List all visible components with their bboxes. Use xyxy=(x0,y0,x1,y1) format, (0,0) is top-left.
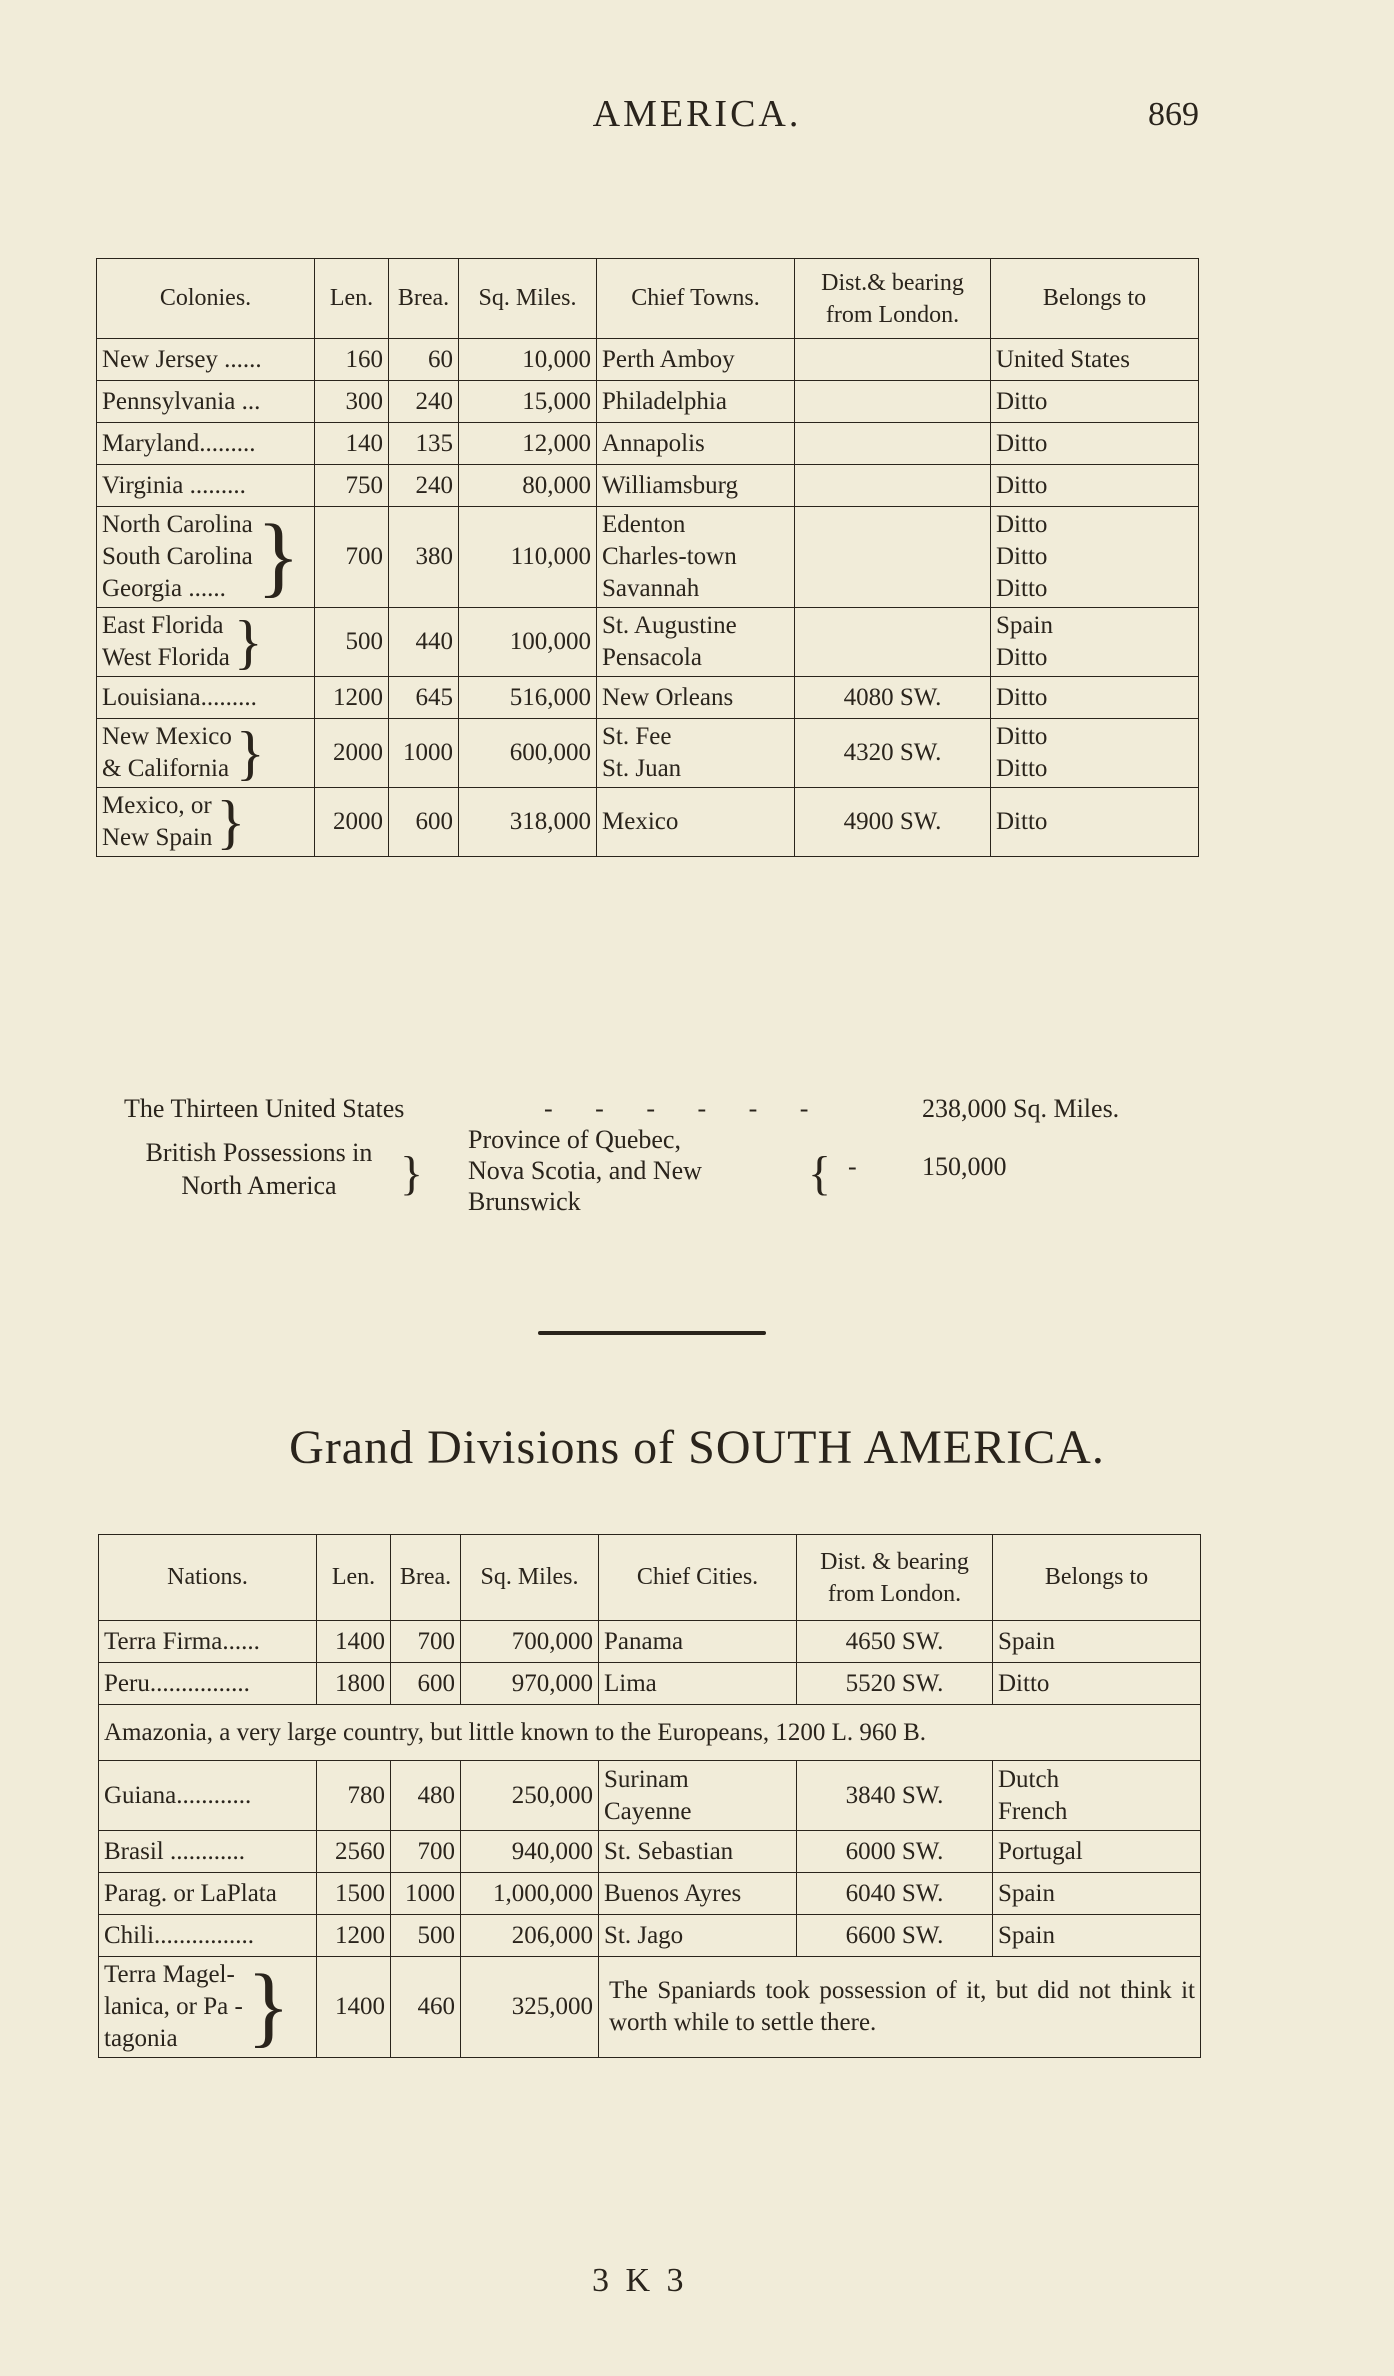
cell-name xyxy=(97,788,315,857)
cell-brea: 600 xyxy=(389,788,459,857)
cell-len: 500 xyxy=(315,608,389,677)
cell-name-line: Pennsylvania ... xyxy=(102,387,261,415)
cell-name-line: Louisiana......... xyxy=(102,683,257,711)
col-header-belongs-to: Belongs to xyxy=(993,1535,1201,1621)
cell-sq-miles: 600,000 xyxy=(459,719,597,788)
summary-detail-line3: Brunswick xyxy=(468,1187,581,1216)
col-header-brea: Brea. xyxy=(391,1535,461,1621)
cell-chief-towns xyxy=(597,339,795,381)
cell-sq-miles: 325,000 xyxy=(461,1957,599,2058)
cell-belongs-to-line: Portugal xyxy=(998,1837,1083,1865)
cell-chief-towns xyxy=(597,608,795,677)
cell-belongs-to-line: Spain xyxy=(998,1627,1055,1655)
summary-british-value: 150,000 xyxy=(922,1152,1007,1181)
col-header-colonies: Colonies. xyxy=(97,259,315,339)
cell-name-line: tagonia xyxy=(104,2025,178,2052)
cell-name-line: New Jersey ...... xyxy=(102,345,262,373)
cell-chief-towns xyxy=(597,423,795,465)
cell-name-line: Guiana............ xyxy=(104,1781,252,1809)
col-header-sq-miles: Sq. Miles. xyxy=(461,1535,599,1621)
table-row xyxy=(97,381,1199,423)
cell-brea: 480 xyxy=(391,1761,461,1831)
cell-chief-towns-line: Cayenne xyxy=(604,1797,692,1825)
cell-belongs-to-line: Dutch xyxy=(998,1765,1060,1793)
table-row xyxy=(97,465,1199,507)
cell-len: 2000 xyxy=(315,719,389,788)
table-row-patagonia xyxy=(99,1957,1201,2058)
cell-name-line: Virginia ......... xyxy=(102,471,246,499)
cell-len: 140 xyxy=(315,423,389,465)
col-header-len: Len. xyxy=(317,1535,391,1621)
cell-brea: 440 xyxy=(389,608,459,677)
brace-mark: } xyxy=(256,507,300,606)
cell-chief-towns xyxy=(597,507,795,608)
section-title-south-america: Grand Divisions of SOUTH AMERICA. xyxy=(289,1421,1105,1474)
cell-belongs-to-line: Ditto xyxy=(996,543,1048,570)
cell-sq-miles: 700,000 xyxy=(461,1621,599,1663)
cell-belongs-to-line: Spain xyxy=(998,1879,1055,1907)
cell-belongs-to xyxy=(991,719,1199,788)
page-number: 869 xyxy=(1148,96,1199,133)
col-header-chief-cities: Chief Cities. xyxy=(599,1535,797,1621)
cell-belongs-to-line: Spain xyxy=(998,1921,1055,1949)
cell-dist-bearing: 3840 SW. xyxy=(797,1761,993,1831)
cell-name-line: North Carolina xyxy=(102,511,253,538)
cell-sq-miles: 100,000 xyxy=(459,608,597,677)
cell-name xyxy=(97,608,315,677)
cell-belongs-to xyxy=(991,465,1199,507)
cell-brea: 240 xyxy=(389,381,459,423)
summary-british-label xyxy=(124,1136,394,1202)
cell-dist-bearing: 4320 SW. xyxy=(795,719,991,788)
cell-brea: 240 xyxy=(389,465,459,507)
page-header-title: AMERICA. xyxy=(592,93,802,135)
cell-len: 1800 xyxy=(317,1663,391,1705)
cell-belongs-to xyxy=(993,1663,1201,1705)
table-row xyxy=(99,1915,1201,1957)
table-row xyxy=(99,1761,1201,1831)
cell-chief-towns-line: Panama xyxy=(604,1627,684,1655)
cell-name xyxy=(97,507,315,608)
cell-chief-towns-line: Lima xyxy=(604,1669,657,1697)
cell-name-line: Terra Magel- xyxy=(104,1961,235,1988)
cell-dist-bearing: 6600 SW. xyxy=(797,1915,993,1957)
cell-name xyxy=(99,1761,317,1831)
cell-belongs-to xyxy=(993,1761,1201,1831)
cell-brea: 380 xyxy=(389,507,459,608)
cell-chief-towns xyxy=(597,381,795,423)
cell-belongs-to xyxy=(991,788,1199,857)
col-header-chief-towns: Chief Towns. xyxy=(597,259,795,339)
cell-belongs-to-line: Ditto xyxy=(996,387,1048,415)
cell-dist-bearing: 4900 SW. xyxy=(795,788,991,857)
col-header-belongs-to: Belongs to xyxy=(991,259,1199,339)
col-header-nations: Nations. xyxy=(99,1535,317,1621)
cell-dist-bearing: 6000 SW. xyxy=(797,1831,993,1873)
cell-name-line: Peru................ xyxy=(104,1669,250,1697)
cell-sq-miles: 110,000 xyxy=(459,507,597,608)
cell-chief-towns-line: Williamsburg xyxy=(602,471,739,499)
patagonia-note: The Spaniards took possession of it, but did not think it worth while to settle there. xyxy=(599,1957,1201,2058)
south-table-header-row xyxy=(99,1535,1201,1621)
summary-detail-line2: Nova Scotia, and New xyxy=(468,1156,702,1185)
summary-detail-line1: Province of Quebec, xyxy=(468,1125,681,1154)
col-header-dist-bearing: Dist. & bearing from London. xyxy=(797,1535,993,1621)
cell-belongs-to-line: Ditto xyxy=(996,575,1048,602)
table-row xyxy=(97,788,1199,857)
cell-brea: 460 xyxy=(391,1957,461,2058)
cell-name-line: Terra Firma...... xyxy=(104,1627,260,1655)
cell-dist-bearing xyxy=(795,608,991,677)
cell-sq-miles: 15,000 xyxy=(459,381,597,423)
cell-chief-towns-line: St. Jago xyxy=(604,1921,684,1949)
cell-sq-miles: 970,000 xyxy=(461,1663,599,1705)
cell-sq-miles: 10,000 xyxy=(459,339,597,381)
cell-len: 2000 xyxy=(315,788,389,857)
cell-name-line: Parag. or LaPlata xyxy=(104,1879,277,1907)
cell-sq-miles: 1,000,000 xyxy=(461,1873,599,1915)
table-row xyxy=(99,1831,1201,1873)
cell-name xyxy=(99,1957,317,2058)
summary-british-detail xyxy=(468,1124,702,1217)
cell-belongs-to-line: Ditto xyxy=(996,429,1048,457)
col-header-sq-miles: Sq. Miles. xyxy=(459,259,597,339)
cell-chief-towns-line: Philadelphia xyxy=(602,387,727,415)
amazonia-note-row xyxy=(99,1705,1201,1761)
table-row xyxy=(97,339,1199,381)
cell-chief-towns-line: St. Fee xyxy=(602,723,672,750)
table-row xyxy=(99,1621,1201,1663)
brace-mark: } xyxy=(216,789,246,855)
summary-right-brace: { xyxy=(808,1147,832,1200)
brace-mark: } xyxy=(246,1957,291,2056)
cell-brea: 60 xyxy=(389,339,459,381)
cell-len: 1200 xyxy=(315,677,389,719)
cell-dist-bearing: 6040 SW. xyxy=(797,1873,993,1915)
cell-name-line: & California xyxy=(102,755,230,782)
cell-belongs-to-line: French xyxy=(998,1797,1068,1825)
summary-line-british xyxy=(124,1125,1244,1240)
cell-chief-towns xyxy=(599,1621,797,1663)
cell-brea: 500 xyxy=(391,1915,461,1957)
cell-name xyxy=(97,381,315,423)
summary-united-states-value: 238,000 Sq. Miles. xyxy=(922,1094,1120,1123)
cell-belongs-to-line: Ditto xyxy=(996,723,1048,750)
cell-dist-bearing xyxy=(795,507,991,608)
summary-united-states-label: The Thirteen United States xyxy=(124,1094,405,1123)
cell-dist-bearing xyxy=(795,465,991,507)
cell-belongs-to-line: Spain xyxy=(996,612,1053,639)
brace-mark: } xyxy=(235,720,265,786)
cell-sq-miles: 206,000 xyxy=(461,1915,599,1957)
amazonia-note: Amazonia, a very large country, but little known to the Europeans, 1200 L. 960 B. xyxy=(99,1705,1201,1761)
col-header-dist-bearing: Dist.& bearing from London. xyxy=(795,259,991,339)
cell-chief-towns xyxy=(597,719,795,788)
table-row xyxy=(97,719,1199,788)
cell-chief-towns-line: Buenos Ayres xyxy=(604,1879,742,1907)
cell-brea: 135 xyxy=(389,423,459,465)
cell-name xyxy=(99,1831,317,1873)
col-header-len: Len. xyxy=(315,259,389,339)
cell-name xyxy=(97,423,315,465)
signature-mark: 3 K 3 xyxy=(592,2262,688,2299)
cell-len: 1400 xyxy=(317,1621,391,1663)
summary-block xyxy=(124,1092,1244,1240)
summary-british-label-line1: British Possessions in xyxy=(145,1138,373,1167)
table-row xyxy=(97,608,1199,677)
cell-belongs-to-line: Ditto xyxy=(996,808,1048,835)
cell-belongs-to xyxy=(993,1873,1201,1915)
cell-dist-bearing xyxy=(795,339,991,381)
cell-belongs-to-line: United States xyxy=(996,345,1131,373)
cell-chief-towns xyxy=(599,1761,797,1831)
north-america-colonies-table xyxy=(96,258,1199,857)
summary-line-united-states xyxy=(124,1092,1244,1128)
cell-brea: 700 xyxy=(391,1621,461,1663)
cell-brea: 600 xyxy=(391,1663,461,1705)
cell-belongs-to xyxy=(993,1915,1201,1957)
cell-len: 2560 xyxy=(317,1831,391,1873)
cell-name xyxy=(99,1873,317,1915)
cell-brea: 645 xyxy=(389,677,459,719)
cell-belongs-to xyxy=(993,1621,1201,1663)
cell-name xyxy=(97,339,315,381)
cell-belongs-to-line: Ditto xyxy=(996,511,1048,538)
cell-belongs-to xyxy=(991,677,1199,719)
cell-sq-miles: 318,000 xyxy=(459,788,597,857)
cell-chief-towns xyxy=(597,788,795,857)
cell-sq-miles: 250,000 xyxy=(461,1761,599,1831)
cell-len: 750 xyxy=(315,465,389,507)
cell-brea: 1000 xyxy=(389,719,459,788)
cell-name xyxy=(97,465,315,507)
table-row xyxy=(97,507,1199,608)
cell-chief-towns-line: St. Sebastian xyxy=(604,1837,734,1865)
summary-left-brace: } xyxy=(400,1147,424,1200)
cell-dist-bearing xyxy=(795,423,991,465)
south-america-nations-table xyxy=(98,1534,1201,2058)
cell-dist-bearing xyxy=(795,381,991,423)
cell-len: 780 xyxy=(317,1761,391,1831)
cell-chief-towns-line: Savannah xyxy=(602,575,700,602)
cell-name-line: East Florida xyxy=(102,612,224,639)
cell-sq-miles: 12,000 xyxy=(459,423,597,465)
cell-brea: 700 xyxy=(391,1831,461,1873)
cell-chief-towns xyxy=(599,1831,797,1873)
cell-chief-towns xyxy=(599,1663,797,1705)
cell-len: 160 xyxy=(315,339,389,381)
cell-name xyxy=(99,1915,317,1957)
cell-name-line: New Mexico xyxy=(102,723,232,750)
decorative-rule xyxy=(538,1331,766,1335)
cell-belongs-to xyxy=(991,339,1199,381)
cell-sq-miles: 940,000 xyxy=(461,1831,599,1873)
cell-name xyxy=(99,1621,317,1663)
cell-belongs-to xyxy=(991,608,1199,677)
cell-belongs-to-line: Ditto xyxy=(996,644,1048,671)
cell-chief-towns-line: Pensacola xyxy=(602,644,702,671)
cell-name xyxy=(97,677,315,719)
cell-brea: 1000 xyxy=(391,1873,461,1915)
cell-name-line: Maryland......... xyxy=(102,429,256,457)
cell-name-line: lanica, or Pa - xyxy=(104,1993,243,2020)
cell-belongs-to-line: Ditto xyxy=(996,755,1048,782)
cell-chief-towns-line: Surinam xyxy=(604,1765,689,1793)
cell-name-line: Brasil ............ xyxy=(104,1837,245,1865)
cell-belongs-to xyxy=(991,381,1199,423)
cell-dist-bearing: 4080 SW. xyxy=(795,677,991,719)
cell-chief-towns-line: Edenton xyxy=(602,511,686,538)
cell-belongs-to-line: Ditto xyxy=(996,471,1048,499)
cell-name-line: West Florida xyxy=(102,644,230,671)
table-row xyxy=(99,1873,1201,1915)
cell-sq-miles: 80,000 xyxy=(459,465,597,507)
cell-len: 1200 xyxy=(317,1915,391,1957)
cell-dist-bearing: 5520 SW. xyxy=(797,1663,993,1705)
cell-chief-towns-line: Perth Amboy xyxy=(602,345,735,373)
cell-len: 1500 xyxy=(317,1873,391,1915)
cell-chief-towns xyxy=(599,1915,797,1957)
cell-chief-towns-line: St. Augustine xyxy=(602,612,737,639)
cell-chief-towns-line: Annapolis xyxy=(602,429,705,457)
table-row xyxy=(97,423,1199,465)
summary-dashes: - - - - - - xyxy=(544,1094,827,1123)
cell-chief-towns-line: Mexico xyxy=(602,808,679,835)
cell-name-line: Chili................ xyxy=(104,1921,255,1949)
brace-mark: } xyxy=(233,609,263,675)
cell-len: 700 xyxy=(315,507,389,608)
cell-belongs-to-line: Ditto xyxy=(998,1669,1050,1697)
cell-name-line: Georgia ...... xyxy=(102,575,226,602)
cell-name-line: New Spain xyxy=(102,824,213,851)
cell-belongs-to-line: Ditto xyxy=(996,683,1048,711)
cell-chief-towns-line: St. Juan xyxy=(602,755,682,782)
cell-name xyxy=(99,1663,317,1705)
cell-len: 1400 xyxy=(317,1957,391,2058)
cell-name-line: Mexico, or xyxy=(102,792,212,819)
cell-belongs-to xyxy=(993,1831,1201,1873)
cell-belongs-to xyxy=(991,423,1199,465)
cell-chief-towns xyxy=(597,465,795,507)
cell-len: 300 xyxy=(315,381,389,423)
cell-chief-towns xyxy=(597,677,795,719)
cell-chief-towns-line: New Orleans xyxy=(602,683,734,711)
cell-dist-bearing: 4650 SW. xyxy=(797,1621,993,1663)
summary-british-label-line2: North America xyxy=(181,1171,337,1200)
table-row xyxy=(97,677,1199,719)
cell-sq-miles: 516,000 xyxy=(459,677,597,719)
cell-belongs-to xyxy=(991,507,1199,608)
cell-name-line: South Carolina xyxy=(102,543,253,570)
cell-name xyxy=(97,719,315,788)
cell-chief-towns xyxy=(599,1873,797,1915)
col-header-brea: Brea. xyxy=(389,259,459,339)
table-row xyxy=(99,1663,1201,1705)
north-table-header-row xyxy=(97,259,1199,339)
cell-chief-towns-line: Charles-town xyxy=(602,543,737,570)
summary-british-dash: - xyxy=(848,1152,857,1181)
